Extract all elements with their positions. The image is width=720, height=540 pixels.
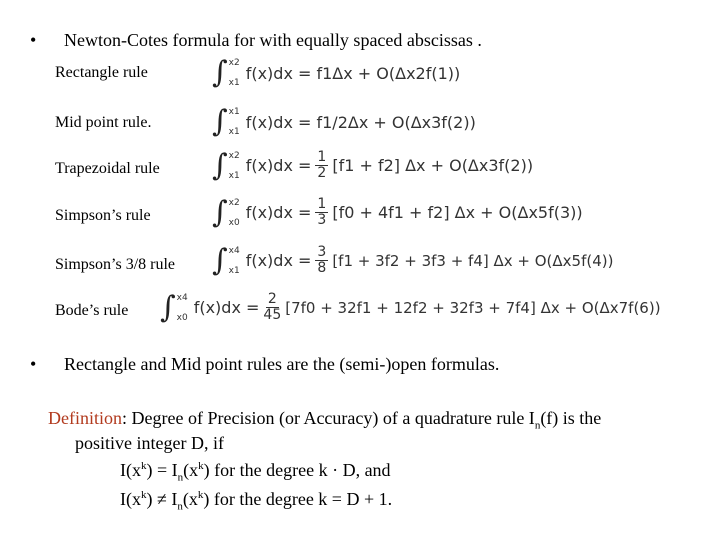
definition-line-3: $I(x^k) = I_n(x^k)$ for the degree k · D, and [120, 460, 391, 484]
integral-sign: ∫ x4 x1 [212, 242, 240, 278]
bullet-newton-cotes [30, 30, 482, 51]
formula-body: [f0 + 4f1 + f2] Δx + O(Δx5f(3)) [332, 203, 583, 222]
formula-trapezoidal: ∫ x2 x1 f(x)dx = $\frac{1}{2}$ [f1 + f2] Δx + O(Δx3f(2)) [212, 147, 534, 183]
integral-sign: ∫ x2 x0 [212, 194, 240, 230]
formula-rectangle [212, 55, 461, 90]
fraction: $\frac{1}{2}$ [317, 149, 327, 181]
rule-label-simpson-3-8: Simpson’s 3/8 rule [55, 256, 176, 273]
formula-body: [7f0 + 32f1 + 12f2 + 32f3 + 7f4] Δx + O(Δx7f(6)) [285, 298, 661, 317]
formula-body: f(x)dx = f1Δx + O(Δx2f(1)) [245, 63, 461, 83]
formula-bode: ∫ x4 x0 f(x)dx = $\frac{2}{45}$ [7f0 + 32f1 + 12f2 + 32f3 + 7f4] Δx + O(Δx7f(6)) [160, 289, 661, 325]
rule-label-simpson: Simpson’s rule [55, 207, 151, 224]
bullet-text: Newton-Cotes formula for with equally spaced abscissas . [64, 30, 482, 50]
bullet-text: Rectangle and Mid point rules are the (semi-)open formulas. [64, 354, 500, 374]
definition-line-4: $I(x^k) \ne I_n(x^k)$ for the degree k = D + 1. [120, 489, 393, 513]
rule-label-bode: Bode’s rule [55, 302, 129, 319]
formula-simpson-3-8: ∫ x4 x1 f(x)dx = $\frac{3}{8}$ [f1 + 3f2 + 3f3 + f4] Δx + O(Δx5f(4)) [212, 242, 614, 278]
integral-sign: ∫ x4 x0 [160, 289, 188, 325]
rule-label-rectangle: Rectangle rule [55, 64, 148, 81]
definition-line-2: positive integer D, if [75, 433, 224, 453]
bullet-marker: • [30, 30, 37, 50]
definition-term: Definition [48, 408, 122, 428]
definition-line-1: Definition: Degree of Precision (or Accuracy) of a quadrature rule $I_n(f)$ is the [48, 408, 602, 432]
integral-sign: ∫ x2 x1 [212, 55, 240, 90]
formula-midpoint [212, 104, 476, 139]
formula-body: f(x)dx = f1/2Δx + O(Δx3f(2)) [245, 112, 476, 132]
bullet-open-formulas [30, 354, 499, 375]
fraction: $\frac{2}{45}$ [263, 291, 282, 323]
fraction: $\frac{3}{8}$ [317, 244, 327, 276]
fraction: $\frac{1}{3}$ [317, 196, 327, 228]
bullet-marker: • [30, 354, 37, 374]
formula-body: [f1 + f2] Δx + O(Δx3f(2)) [332, 156, 534, 175]
integral-sign: ∫ x1 x1 [212, 104, 240, 139]
rule-label-trapezoidal: Trapezoidal rule [55, 160, 160, 177]
integral-sign: ∫ x2 x1 [212, 147, 240, 183]
formula-body: [f1 + 3f2 + 3f3 + f4] Δx + O(Δx5f(4)) [332, 251, 614, 270]
rule-label-midpoint: Mid point rule. [55, 114, 152, 131]
formula-simpson: ∫ x2 x0 f(x)dx = $\frac{1}{3}$ [f0 + 4f1 + f2] Δx + O(Δx5f(3)) [212, 194, 583, 230]
